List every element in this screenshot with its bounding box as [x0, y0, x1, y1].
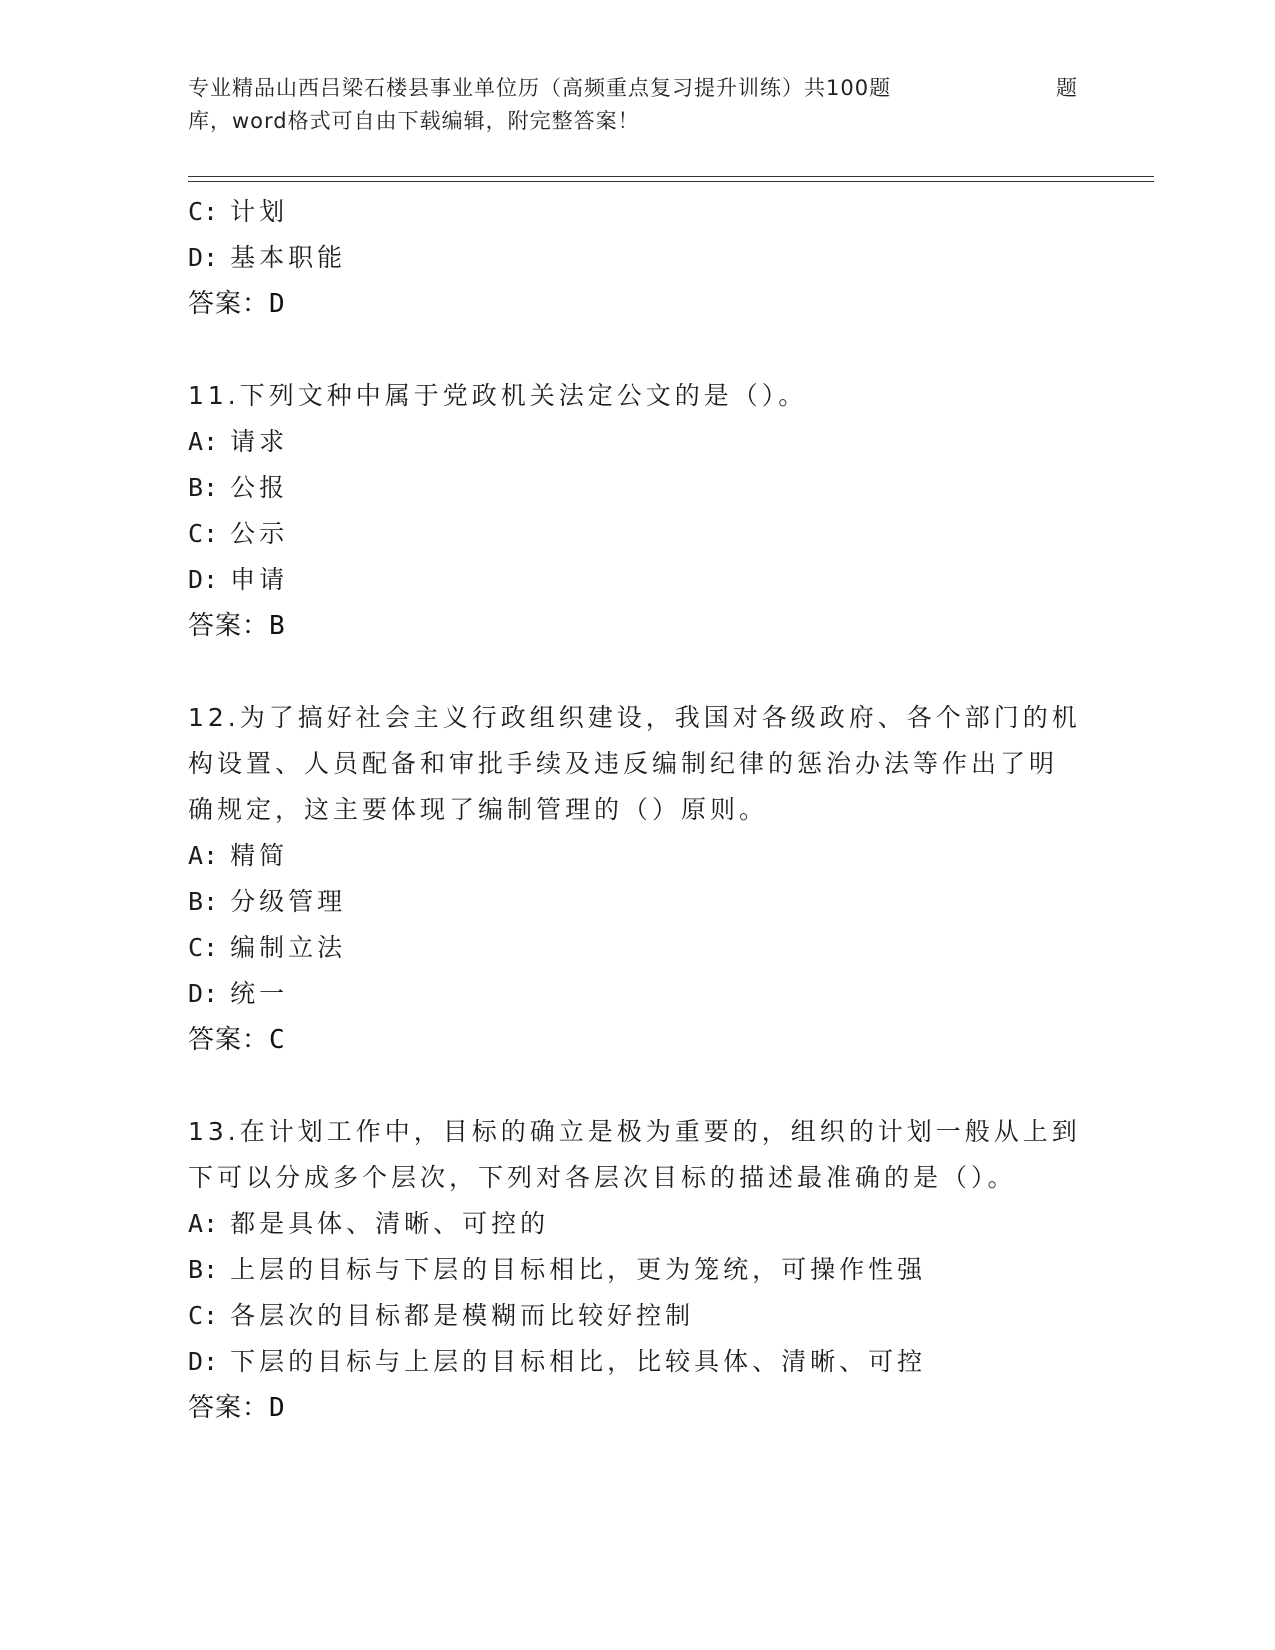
option-text: 上层的目标与下层的目标相比，更为笼统，可操作性强 — [230, 1255, 927, 1284]
option-text: 精简 — [230, 841, 289, 870]
option-label: C: — [188, 1301, 219, 1330]
option-c — [188, 1293, 1088, 1339]
option-text: 基本职能 — [230, 243, 347, 272]
question-stem-line-1: 12.为了搞好社会主义行政组织建设，我国对各级政府、各个部门的机 — [188, 703, 1081, 732]
option-text: 编制立法 — [230, 933, 347, 962]
question-stem-line-2: 下可以分成多个层次，下列对各层次目标的描述最准确的是（）。 — [188, 1163, 1017, 1192]
question-content — [188, 189, 1088, 1431]
question-stem-line-2: 构设置、人员配备和审批手续及违反编制纪律的惩治办法等作出了明 — [188, 749, 1059, 778]
option-b — [188, 1247, 1088, 1293]
header-rule-top — [188, 176, 1154, 177]
option-text: 都是具体、清晰、可控的 — [230, 1209, 550, 1238]
option-label: D: — [188, 1347, 219, 1376]
question-11 — [188, 373, 1088, 649]
answer — [188, 603, 1088, 649]
answer-value: B — [269, 611, 286, 641]
answer-label: 答案： — [188, 1025, 270, 1055]
answer-value: D — [269, 289, 286, 319]
question-stem-line-1: 13.在计划工作中，目标的确立是极为重要的，组织的计划一般从上到 — [188, 1117, 1081, 1146]
spacer — [188, 327, 1088, 373]
option-c — [188, 189, 1088, 235]
question-13 — [188, 1109, 1088, 1431]
question-12 — [188, 695, 1088, 1063]
answer — [188, 1017, 1088, 1063]
header-title-part1: 专业精品山西吕梁石楼县事业单位历（高频重点复习提升训练）共100题 — [188, 76, 892, 100]
option-label: C: — [188, 933, 219, 962]
option-label: D: — [188, 979, 219, 1008]
option-label: A: — [188, 841, 219, 870]
option-text: 各层次的目标都是模糊而比较好控制 — [230, 1301, 695, 1330]
option-text: 申请 — [230, 565, 289, 594]
header-line-2: 库，word格式可自由下载编辑，附完整答案！ — [188, 109, 640, 133]
option-d — [188, 1339, 1088, 1385]
answer-label: 答案： — [188, 611, 270, 641]
option-a — [188, 833, 1088, 879]
header-rule-bottom — [188, 181, 1154, 182]
option-label: A: — [188, 1209, 219, 1238]
header-line-1 — [188, 72, 1088, 105]
option-label: C: — [188, 519, 219, 548]
option-text: 统一 — [230, 979, 289, 1008]
option-label: C: — [188, 197, 219, 226]
answer-value: C — [269, 1025, 286, 1055]
question-10-tail — [188, 189, 1088, 327]
question-stem-line-3: 确规定，这主要体现了编制管理的（）原则。 — [188, 795, 769, 824]
option-text: 下层的目标与上层的目标相比，比较具体、清晰、可控 — [230, 1347, 927, 1376]
option-d — [188, 235, 1088, 281]
option-text: 分级管理 — [230, 887, 347, 916]
answer — [188, 281, 1088, 327]
answer — [188, 1385, 1088, 1431]
question-stem: 11.下列文种中属于党政机关法定公文的是（）。 — [188, 381, 808, 410]
option-b — [188, 879, 1088, 925]
option-text: 请求 — [230, 427, 289, 456]
option-label: B: — [188, 473, 219, 502]
spacer — [188, 1063, 1088, 1109]
option-label: B: — [188, 1255, 219, 1284]
option-c — [188, 511, 1088, 557]
header-title-tail: 题 — [1056, 76, 1078, 100]
option-label: D: — [188, 243, 219, 272]
spacer — [188, 649, 1088, 695]
answer-value: D — [269, 1393, 286, 1423]
answer-label: 答案： — [188, 289, 270, 319]
option-d — [188, 557, 1088, 603]
option-a — [188, 1201, 1088, 1247]
option-b — [188, 465, 1088, 511]
option-label: B: — [188, 887, 219, 916]
option-label: D: — [188, 565, 219, 594]
page-header — [188, 72, 1088, 138]
answer-label: 答案： — [188, 1393, 270, 1423]
option-c — [188, 925, 1088, 971]
option-label: A: — [188, 427, 219, 456]
option-text: 公报 — [230, 473, 289, 502]
option-a — [188, 419, 1088, 465]
option-text: 计划 — [230, 197, 289, 226]
option-text: 公示 — [230, 519, 289, 548]
option-d — [188, 971, 1088, 1017]
